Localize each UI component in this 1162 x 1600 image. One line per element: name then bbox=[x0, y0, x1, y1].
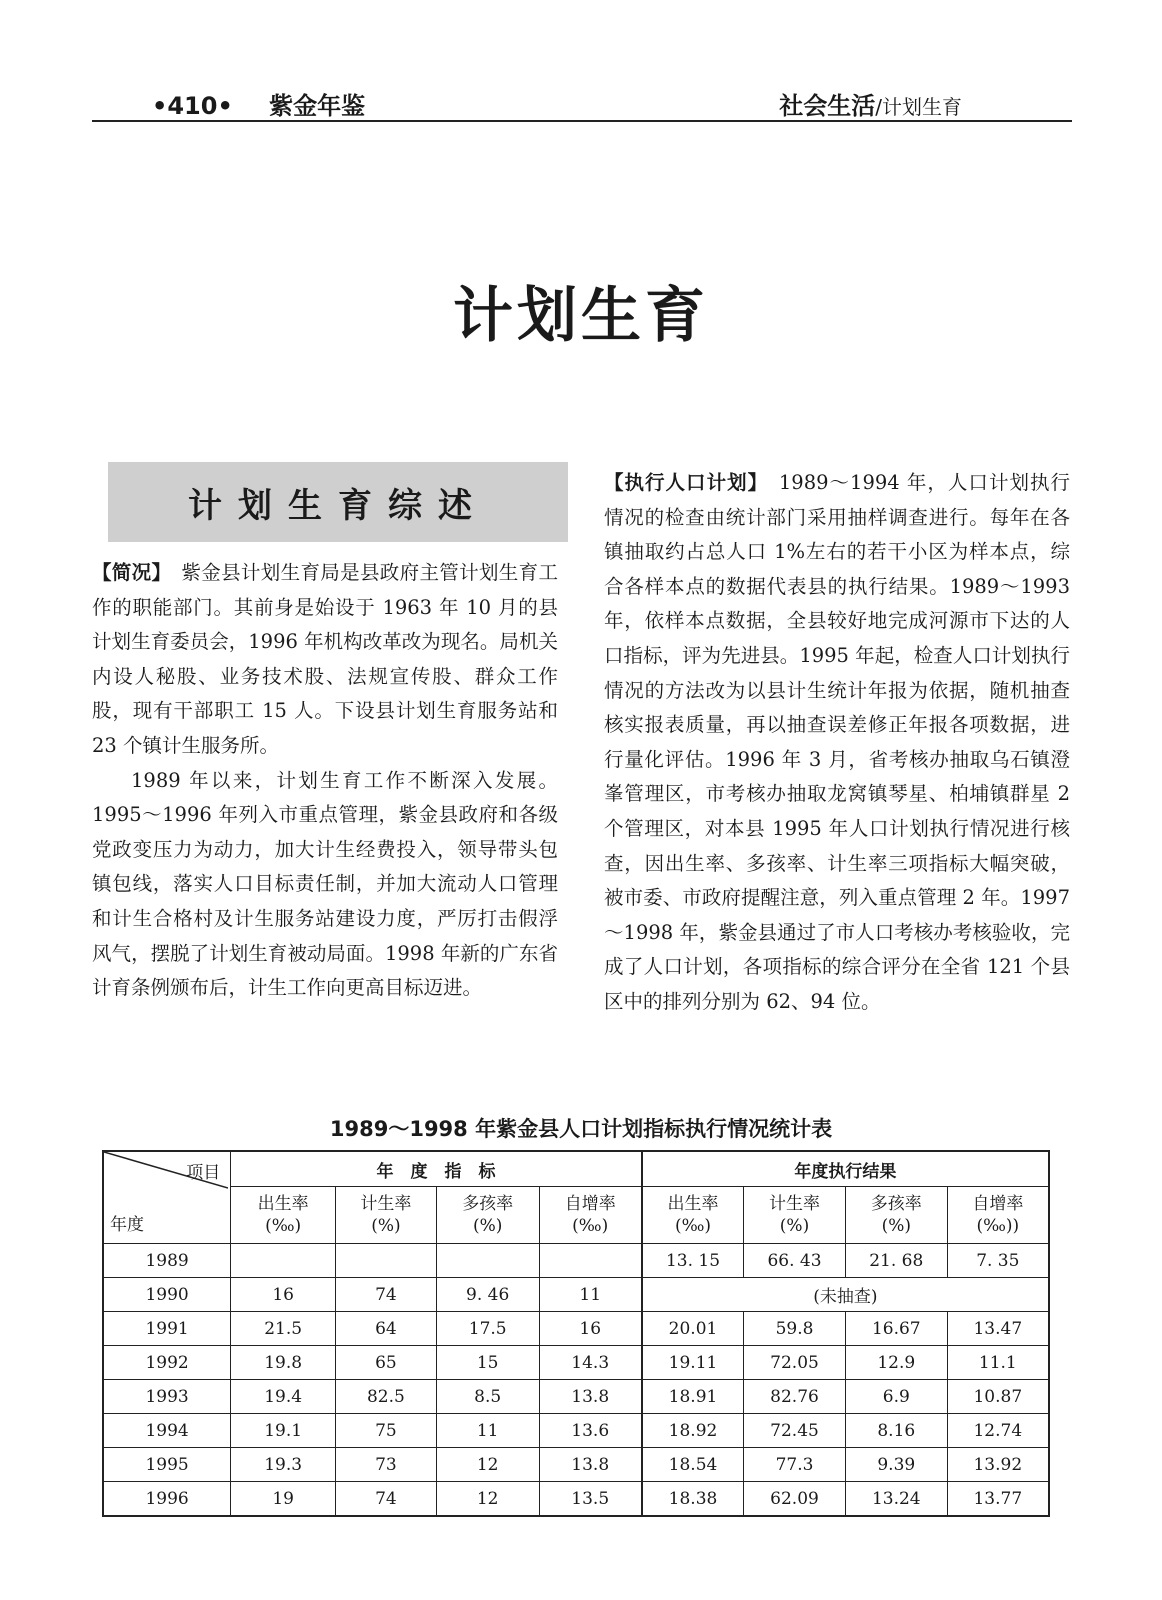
column-header-unit: (%) bbox=[881, 1216, 911, 1236]
header-right bbox=[779, 86, 962, 121]
table-cell: 13.24 bbox=[845, 1482, 947, 1517]
column-header-unit: (%) bbox=[779, 1216, 810, 1236]
table-cell: 8.5 bbox=[436, 1380, 539, 1414]
column-header bbox=[642, 1187, 744, 1244]
table-cell: 11 bbox=[436, 1414, 539, 1448]
table-cell: 62.09 bbox=[744, 1482, 846, 1517]
table-cell: 12.9 bbox=[845, 1346, 947, 1380]
column-header bbox=[845, 1187, 947, 1244]
table-title: 1989～1998 年紫金县人口计划指标执行情况统计表 bbox=[329, 1117, 833, 1141]
table-cell: 15 bbox=[436, 1346, 539, 1380]
column-header bbox=[744, 1187, 846, 1244]
table-cell: 21.5 bbox=[231, 1312, 336, 1346]
column-header-unit: (%) bbox=[472, 1216, 503, 1236]
statistics-table bbox=[102, 1150, 1050, 1517]
table-cell: 66. 43 bbox=[744, 1244, 846, 1278]
table-cell: 18.54 bbox=[642, 1448, 744, 1482]
table-cell: 16.67 bbox=[845, 1312, 947, 1346]
right-column bbox=[604, 466, 1070, 1020]
table-cell: 82.76 bbox=[744, 1380, 846, 1414]
table-row bbox=[103, 1244, 1049, 1278]
table-body bbox=[103, 1244, 1049, 1517]
table-cell: 13.8 bbox=[539, 1448, 642, 1482]
left-column bbox=[92, 556, 558, 1006]
column-header-name: 多孩率 bbox=[870, 1194, 922, 1214]
table-row bbox=[103, 1278, 1049, 1312]
main-title: 计划生育 bbox=[453, 281, 709, 351]
table-cell: 19.1 bbox=[231, 1414, 336, 1448]
year-cell: 1996 bbox=[103, 1482, 231, 1517]
table-row bbox=[103, 1482, 1049, 1517]
table-cell: 12.74 bbox=[947, 1414, 1049, 1448]
column-header-unit: (‰) bbox=[265, 1216, 302, 1236]
year-cell: 1995 bbox=[103, 1448, 231, 1482]
table-cell: 74 bbox=[336, 1482, 437, 1517]
table-cell: 19.4 bbox=[231, 1380, 336, 1414]
paragraph-text: 紫金县计划生育局是县政府主管计划生育工作的职能部门。其前身是始设于 1963 年 10 月的县计划生育委员会，1996 年机构改革改为现名。局机关内设人秘股、业务技术股、法规宣传股、群众工作股，现有干部职工 15 人。下设县计划生育服务站和 23 个镇计生服务所。 bbox=[92, 561, 558, 757]
table-cell: 65 bbox=[336, 1346, 437, 1380]
book-title: 紫金年鉴 bbox=[269, 92, 366, 120]
table-cell bbox=[231, 1244, 336, 1278]
table-cell: 19 bbox=[231, 1482, 336, 1517]
column-header bbox=[231, 1187, 336, 1244]
paragraph-overview bbox=[92, 556, 558, 764]
year-cell: 1990 bbox=[103, 1278, 231, 1312]
table-row bbox=[103, 1312, 1049, 1346]
table-cell: 8.16 bbox=[845, 1414, 947, 1448]
corner-label-year: 年度 bbox=[110, 1215, 144, 1235]
table-cell: 17.5 bbox=[436, 1312, 539, 1346]
table-cell: 18.92 bbox=[642, 1414, 744, 1448]
table-cell: 59.8 bbox=[744, 1312, 846, 1346]
column-header-name: 自增率 bbox=[972, 1194, 1024, 1214]
table-cell: 72.05 bbox=[744, 1346, 846, 1380]
table-cell: 16 bbox=[539, 1312, 642, 1346]
column-header-unit: (%) bbox=[371, 1216, 401, 1236]
table-cell: 19.11 bbox=[642, 1346, 744, 1380]
table-cell: 12 bbox=[436, 1482, 539, 1517]
paragraph-label: 【简况】 bbox=[92, 561, 162, 584]
table-cell: 13.47 bbox=[947, 1312, 1049, 1346]
table-cell: 14.3 bbox=[539, 1346, 642, 1380]
table-cell: 13.92 bbox=[947, 1448, 1049, 1482]
paragraph-text: 1989～1994 年，人口计划执行情况的检查由统计部门采用抽样调查进行。每年在各镇抽取约占总人口 1%左右的若干小区为样本点，综合各样本点的数据代表县的执行结果。1989～1993 年，依样本点数据，全县较好地完成河源市下达的人口指标，评为先进县。1995 年起，检查人口计划执行情况的方法改为以县计生统计年报为依据，随机抽查核实报表质量，再以抽查误差修正年报各项数据，进行量化评估。1996 年 3 月，省考核办抽取乌石镇澄峯管理区，市考核办抽取龙窝镇琴星、柏埔镇群星 2 个管理区，对本县 1995 年人口计划执行情况进行核查，因出生率、多孩率、计生率三项指标大幅突破，被市委、市政府提醒注意，列入重点管理 2 年。1997～1998 年，紫金县通过了市人口考核办考核验收，完成了人口计划，各项指标的综合评分在全省 121 个县区中的排列分别为 62、94 位。 bbox=[604, 471, 1070, 1013]
year-cell: 1992 bbox=[103, 1346, 231, 1380]
table-cell: 21. 68 bbox=[845, 1244, 947, 1278]
year-cell: 1994 bbox=[103, 1414, 231, 1448]
table-cell: 75 bbox=[336, 1414, 437, 1448]
table-cell: 12 bbox=[436, 1448, 539, 1482]
table-cell: 18.38 bbox=[642, 1482, 744, 1517]
header-left bbox=[152, 86, 365, 121]
year-cell: 1993 bbox=[103, 1380, 231, 1414]
table-cell: 20.01 bbox=[642, 1312, 744, 1346]
table-cell: 11.1 bbox=[947, 1346, 1049, 1380]
table-cell: 13.77 bbox=[947, 1482, 1049, 1517]
year-cell: 1989 bbox=[103, 1244, 231, 1278]
table-cell: 64 bbox=[336, 1312, 437, 1346]
table-cell: 72.45 bbox=[744, 1414, 846, 1448]
table-cell: 13.6 bbox=[539, 1414, 642, 1448]
table-cell bbox=[436, 1244, 539, 1278]
table-cell: 73 bbox=[336, 1448, 437, 1482]
not-sampled-note: (未抽查) bbox=[642, 1278, 1049, 1312]
group-header-targets: 年 度 指 标 bbox=[231, 1151, 642, 1187]
page-number: •410• bbox=[152, 92, 233, 120]
section-title: 计划生育综述 bbox=[108, 462, 568, 542]
table-row bbox=[103, 1448, 1049, 1482]
table-row bbox=[103, 1380, 1049, 1414]
table-cell: 9.39 bbox=[845, 1448, 947, 1482]
subsection-name: /计划生育 bbox=[875, 95, 962, 119]
table-corner-cell bbox=[103, 1151, 231, 1244]
table-cell: 6.9 bbox=[845, 1380, 947, 1414]
paragraph-population-plan bbox=[604, 466, 1070, 1020]
column-header-row bbox=[103, 1187, 1049, 1244]
table-cell: 7. 35 bbox=[947, 1244, 1049, 1278]
column-header bbox=[947, 1187, 1049, 1244]
column-header-name: 计生率 bbox=[360, 1194, 412, 1214]
table-cell: 11 bbox=[539, 1278, 642, 1312]
table-cell: 13.5 bbox=[539, 1482, 642, 1517]
column-header bbox=[539, 1187, 642, 1244]
table-cell: 13. 15 bbox=[642, 1244, 744, 1278]
table-cell: 19.3 bbox=[231, 1448, 336, 1482]
column-header-name: 出生率 bbox=[257, 1194, 309, 1214]
table-row bbox=[103, 1414, 1049, 1448]
column-header-name: 多孩率 bbox=[462, 1194, 514, 1214]
section-name: 社会生活 bbox=[779, 92, 876, 120]
table-cell: 16 bbox=[231, 1278, 336, 1312]
column-header bbox=[336, 1187, 437, 1244]
table-cell: 9. 46 bbox=[436, 1278, 539, 1312]
table-cell: 74 bbox=[336, 1278, 437, 1312]
table-cell: 10.87 bbox=[947, 1380, 1049, 1414]
table-cell: 77.3 bbox=[744, 1448, 846, 1482]
table-cell: 13.8 bbox=[539, 1380, 642, 1414]
column-header-unit: (‰) bbox=[572, 1216, 609, 1236]
corner-label-item: 项目 bbox=[186, 1163, 221, 1183]
paragraph-label: 【执行人口计划】 bbox=[604, 471, 759, 494]
table-cell: 19.8 bbox=[231, 1346, 336, 1380]
column-header-name: 计生率 bbox=[769, 1194, 820, 1214]
table-cell bbox=[539, 1244, 642, 1278]
table-cell: 82.5 bbox=[336, 1380, 437, 1414]
table-cell: 18.91 bbox=[642, 1380, 744, 1414]
paragraph-development: 1989 年以来，计划生育工作不断深入发展。1995～1996 年列入市重点管理，紫金县政府和各级党政变压力为动力，加大计生经费投入，领导带头包镇包线，落实人口目标责任制，并加大流动人口管理和计生合格村及计生服务站建设力度，严厉打击假浮风气，摆脱了计划生育被动局面。1998 年新的广东省计育条例颁布后，计生工作向更高目标迈进。 bbox=[92, 768, 558, 1000]
column-header-name: 自增率 bbox=[564, 1194, 616, 1214]
table-row bbox=[103, 1346, 1049, 1380]
page-header bbox=[92, 80, 1072, 122]
column-header bbox=[436, 1187, 539, 1244]
column-header-unit: (‰)) bbox=[976, 1216, 1020, 1236]
group-header-results: 年度执行结果 bbox=[642, 1151, 1049, 1187]
year-cell: 1991 bbox=[103, 1312, 231, 1346]
column-header-unit: (‰) bbox=[674, 1216, 712, 1236]
table-cell bbox=[336, 1244, 437, 1278]
column-header-name: 出生率 bbox=[667, 1194, 719, 1214]
